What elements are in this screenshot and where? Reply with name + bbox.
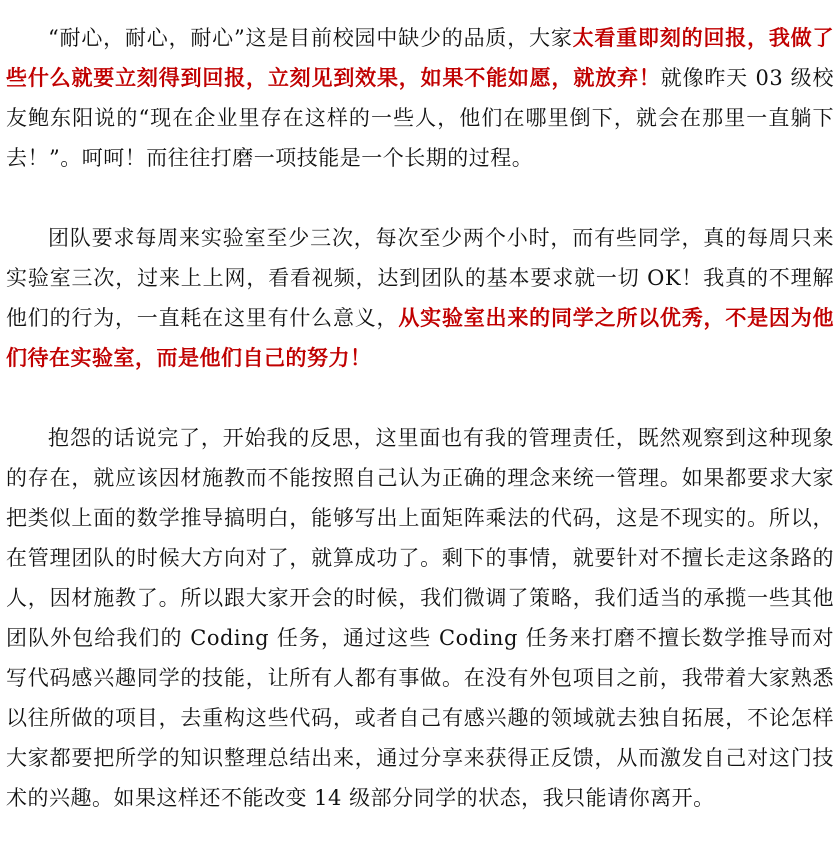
paragraph-1-text-end: 就像昨天 03 级校友鲍东阳说的“现在企业里存在这样的一些人，他们在哪里倒下，就会在那里一直躺下去！”。呵呵！而往往打磨一项技能是一个长期的过程。 bbox=[6, 66, 834, 170]
paragraph-2-highlight: 从实验室出来的同学之所以优秀，不是因为他们待在实验室，而是他们自己的努力！ bbox=[6, 306, 835, 370]
paragraph-lab-attendance bbox=[6, 218, 834, 378]
paragraph-1-highlight: 太看重即刻的回报，我做了些什么就要立刻得到回报，立刻见到效果，如果不能如愿，就放弃！ bbox=[6, 26, 834, 90]
paragraph-patience bbox=[6, 18, 834, 178]
paragraph-2-text: 团队要求每周来实验室至少三次，每次至少两个小时，而有些同学，真的每周只来实验室三次，过来上上网，看看视频，达到团队的基本要求就一切 OK！我真的不理解他们的行为，一直耗在这里有什么意义， bbox=[6, 226, 834, 330]
paragraph-1-text-start: “耐心，耐心，耐心”这是目前校园中缺少的品质，大家 bbox=[48, 26, 573, 50]
paragraph-reflection bbox=[6, 418, 834, 818]
paragraph-3-text: 抱怨的话说完了，开始我的反思，这里面也有我的管理责任，既然观察到这种现象的存在，就应该因材施教而不能按照自己认为正确的理念来统一管理。如果都要求大家把类似上面的数学推导搞明白，能够写出上面矩阵乘法的代码，这是不现实的。所以，在管理团队的时候大方向对了，就算成功了。剩下的事情，就要针对不擅长走这条路的人，因材施教了。所以跟大家开会的时候，我们微调了策略，我们适当的承揽一些其他团队外包给我们的 Coding 任务，通过这些 Coding 任务来打磨不擅长数学推导而对写代码感兴趣同学的技能，让所有人都有事做。在没有外包项目之前，我带着大家熟悉以往所做的项目，去重构这些代码，或者自己有感兴趣的领域就去独自拓展，不论怎样大家都要把所学的知识整理总结出来，通过分享来获得正反馈，从而激发自己对这门技术的兴趣。如果这样还不能改变 14 级部分同学的状态，我只能请你离开。 bbox=[6, 426, 834, 810]
paragraph-spacer bbox=[6, 378, 834, 418]
paragraph-spacer bbox=[6, 178, 834, 218]
